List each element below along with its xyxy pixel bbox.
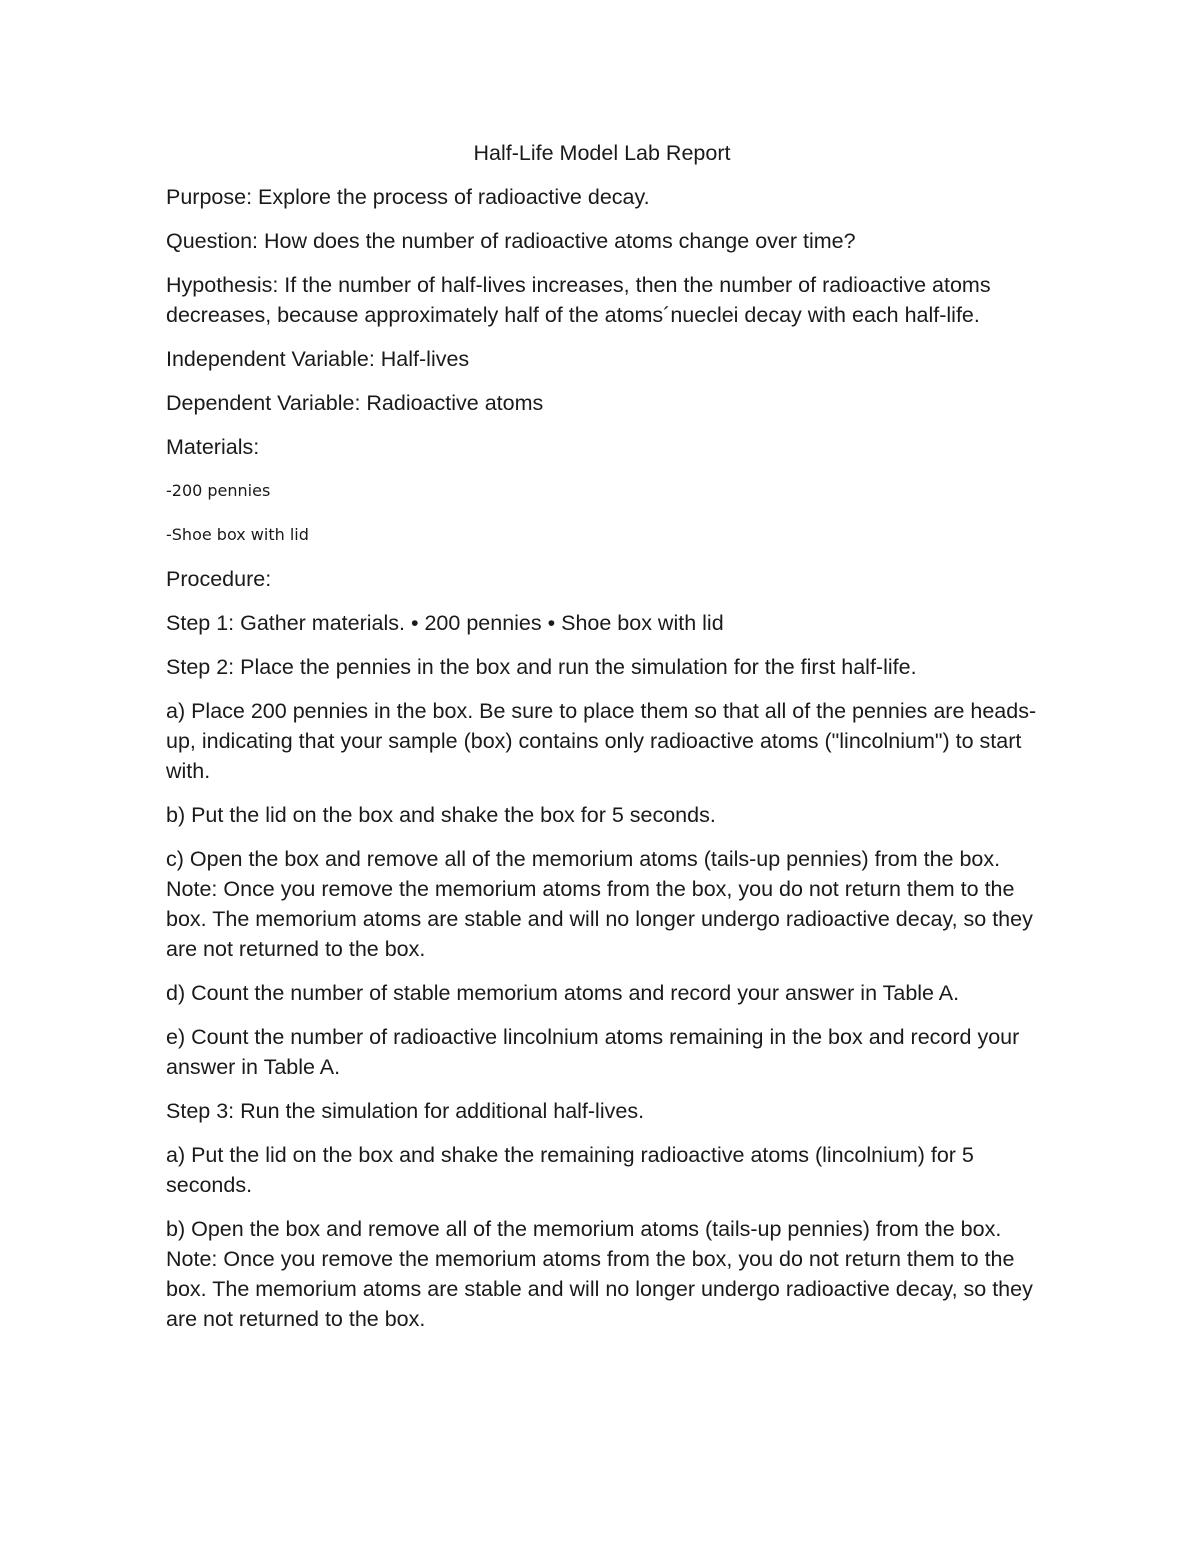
step3-a-text: a) Put the lid on the box and shake the remaining radioactive atoms (lincolnium) for 5 seconds. — [166, 1143, 974, 1197]
step2-b-text: b) Put the lid on the box and shake the box for 5 seconds. — [166, 803, 716, 827]
step3-b-text: b) Open the box and remove all of the memorium atoms (tails-up pennies) from the box. Note: Once you remove the memorium atoms from the box, you do not return them to the box. The memorium atoms are stable and will no longer undergo radioactive decay, so they are not returned to the box. — [166, 1217, 1033, 1331]
step2-heading: Step 2: Place the pennies in the box and run the simulation for the first half-life. — [166, 655, 917, 679]
materials-item-shoe-box: -Shoe box with lid — [166, 525, 309, 544]
step2-e-text: e) Count the number of radioactive lincolnium atoms remaining in the box and record your answer in Table A. — [166, 1025, 1020, 1079]
document-title: Half-Life Model Lab Report — [473, 141, 731, 165]
materials-heading: Materials: — [166, 435, 260, 459]
document-body — [166, 138, 1038, 1348]
hypothesis-text: Hypothesis: If the number of half-lives increases, then the number of radioactive atoms decreases, because approximately half of the atoms´nueclei decay with each half-life. — [166, 273, 991, 327]
step1-text: Step 1: Gather materials. • 200 pennies • Shoe box with lid — [166, 611, 724, 635]
question-text: Question: How does the number of radioactive atoms change over time? — [166, 229, 856, 253]
dependent-variable-text: Dependent Variable: Radioactive atoms — [166, 391, 544, 415]
step2-a-text: a) Place 200 pennies in the box. Be sure to place them so that all of the pennies are heads-up, indicating that your sample (box) contains only radioactive atoms ("lincolnium") to start with. — [166, 699, 1037, 783]
independent-variable-text: Independent Variable: Half-lives — [166, 347, 470, 371]
purpose-text: Purpose: Explore the process of radioactive decay. — [166, 185, 650, 209]
step2-c-text: c) Open the box and remove all of the memorium atoms (tails-up pennies) from the box. Note: Once you remove the memorium atoms from the box, you do not return them to the box. The memorium atoms are stable and will no longer undergo radioactive decay, so they are not returned to the box. — [166, 847, 1033, 961]
materials-item-pennies: -200 pennies — [166, 481, 271, 500]
procedure-heading: Procedure: — [166, 567, 272, 591]
step2-d-text: d) Count the number of stable memorium atoms and record your answer in Table A. — [166, 981, 960, 1005]
step3-heading: Step 3: Run the simulation for additional half-lives. — [166, 1099, 645, 1123]
